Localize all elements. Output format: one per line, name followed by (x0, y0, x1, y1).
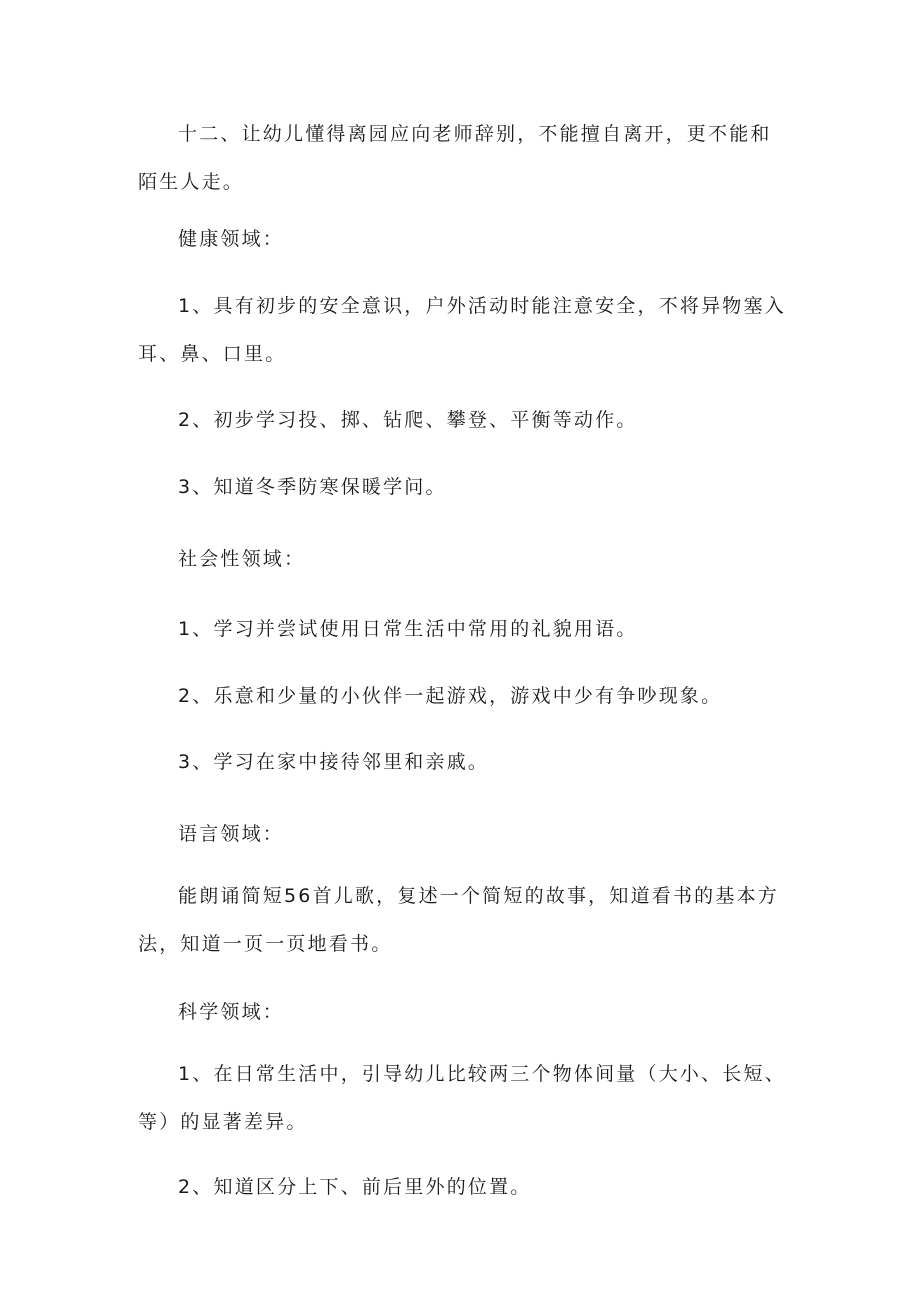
paragraph-leave-kindergarten-rule: 十二、让幼儿懂得离园应向老师辞别，不能擅自离开，更不能和陌生人走。 (138, 123, 772, 193)
paragraph-language-content: 能朗诵简短56首儿歌，复述一个简短的故事，知道看书的基本方法，知道一页一页地看书。 (138, 885, 779, 955)
paragraph-science-item-2: 2、知道区分上下、前后里外的位置。 (178, 1176, 532, 1198)
paragraph-health-item-2: 2、初步学习投、掷、钻爬、攀登、平衡等动作。 (178, 409, 638, 431)
paragraph-social-item-1: 1、学习并尝试使用日常生活中常用的礼貌用语。 (178, 618, 638, 640)
paragraph-health-item-3: 3、知道冬季防寒保暖学问。 (178, 476, 447, 498)
heading-language-domain: 语言领域： (178, 823, 285, 845)
paragraph-science-item-1: 1、在日常生活中，引导幼儿比较两三个物体间量（大小、长短、等）的显著差异。 (138, 1063, 786, 1133)
paragraph-social-item-3: 3、学习在家中接待邻里和亲戚。 (178, 751, 490, 773)
paragraph-health-item-1: 1、具有初步的安全意识，户外活动时能注意安全，不将异物塞入耳、鼻、口里。 (138, 295, 786, 365)
heading-health-domain: 健康领域： (178, 228, 285, 250)
heading-social-domain: 社会性领域： (178, 548, 306, 570)
paragraph-social-item-2: 2、乐意和少量的小伙伴一起游戏，游戏中少有争吵现象。 (178, 685, 723, 707)
heading-science-domain: 科学领域： (178, 1001, 285, 1023)
